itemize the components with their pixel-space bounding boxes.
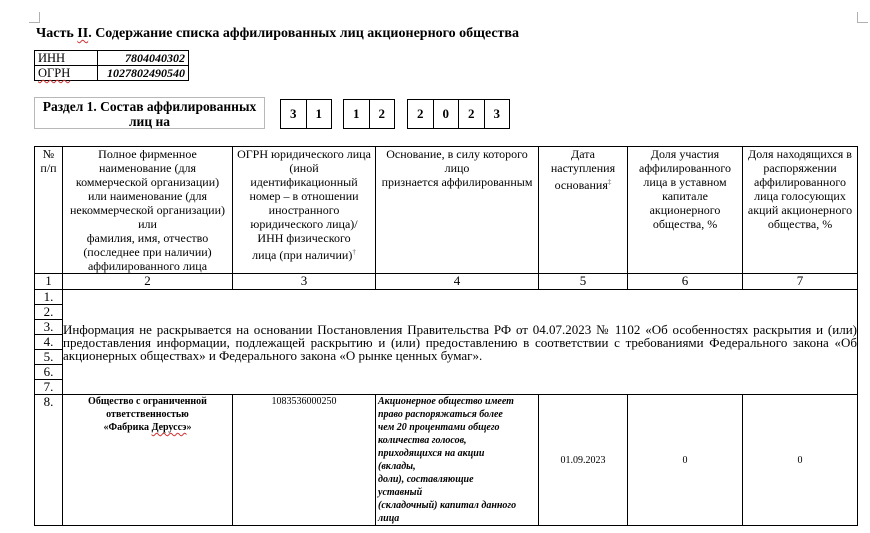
section-title: Раздел 1. Состав аффилированных лиц на <box>34 97 265 129</box>
ogrn-label: ОГРН <box>35 66 98 81</box>
date-digit: 1 <box>344 100 370 128</box>
row-number: 5. <box>35 350 63 365</box>
column-number: 3 <box>233 274 376 290</box>
ogrn-row <box>35 66 189 81</box>
affiliate-row <box>35 395 858 526</box>
date-digit: 1 <box>315 106 322 121</box>
company-ids-table <box>34 50 189 81</box>
row-number: 2. <box>35 305 63 320</box>
table-row <box>35 290 858 305</box>
disclosure-note: Информация не раскрывается на основании Постановления Правительства РФ от 04.07.2023 № 1102 «Об особенностях раскрытия и (или) предоставления информации, подлежащей раскрытию и (или) предоставлению в соответствии с требованиями Федерального закона «Об акционерных обществах» и Федерального закона «О рынке ценных бумаг». <box>63 290 858 395</box>
column-number: 1 <box>35 274 63 290</box>
col-header-date: Дата наступления основания‡ <box>539 147 628 274</box>
column-number: 4 <box>376 274 539 290</box>
affiliate-ogrn: 1083536000250 <box>233 395 376 526</box>
row-number: 7. <box>35 380 63 395</box>
inn-row <box>35 51 189 66</box>
column-numbers-row <box>35 274 858 290</box>
affiliates-table <box>34 146 858 526</box>
col-header-ogrn: ОГРН юридического лица (иной идентификационный номер – в отношении иностранного юридического лица)/ ИНН физического лица (при наличии)† <box>233 147 376 274</box>
date-digit: 2 <box>408 100 434 128</box>
share-capital-value: 0 <box>628 395 743 526</box>
date-digit: 2 <box>459 100 485 128</box>
row-number: 6. <box>35 365 63 380</box>
row-number: 4. <box>35 335 63 350</box>
ogrn-value: 1027802490540 <box>98 66 189 81</box>
column-number: 7 <box>743 274 858 290</box>
column-number: 6 <box>628 274 743 290</box>
affiliate-name: Общество с ограниченной ответственностью «Фабрика Деруссэ» <box>63 395 233 526</box>
date-day-boxes <box>280 99 332 129</box>
row-number: 1. <box>35 290 63 305</box>
date-digit: 3 <box>281 100 307 128</box>
row-number: 3. <box>35 320 63 335</box>
col-header-name: Полное фирменное наименование (для коммерческой организации) или наименование (для некоммерческой организации) или фамилия, имя, отчество (последнее при наличии) аффилированного лица <box>63 147 233 274</box>
inn-value: 7804040302 <box>98 51 189 66</box>
column-number: 5 <box>539 274 628 290</box>
col-header-share-capital: Доля участия аффилированного лица в уставном капитале акционерного общества, % <box>628 147 743 274</box>
date-year-boxes <box>407 99 510 129</box>
row-number: 8. <box>35 395 63 526</box>
col-header-reason: Основание, в силу которого лицо признается аффилированным <box>376 147 539 274</box>
date-month-boxes <box>343 99 395 129</box>
col-header-no: № п/п <box>35 147 63 274</box>
date-digit: 2 <box>378 106 385 121</box>
part-title: Часть II. Содержание списка аффилированных лиц акционерного общества <box>36 26 519 41</box>
date-digit: 3 <box>493 106 500 121</box>
page-corner-marker-left <box>29 12 40 23</box>
column-number: 2 <box>63 274 233 290</box>
inn-label: ИНН <box>35 51 98 66</box>
share-votes-value: 0 <box>743 395 858 526</box>
affiliation-date: 01.09.2023 <box>539 395 628 526</box>
header-row <box>35 147 858 274</box>
date-digit: 0 <box>434 100 460 128</box>
col-header-share-votes: Доля находящихся в распоряжении аффилированного лица голосующих акций акционерного общества, % <box>743 147 858 274</box>
affiliation-reason: Акционерное общество имеет право распоряжаться более чем 20 процентами общего количества голосов, приходящихся на акции (вклады, доли), составляющие уставный (складочный) капитал данного лица <box>376 395 539 526</box>
page-corner-marker-right <box>857 12 868 23</box>
